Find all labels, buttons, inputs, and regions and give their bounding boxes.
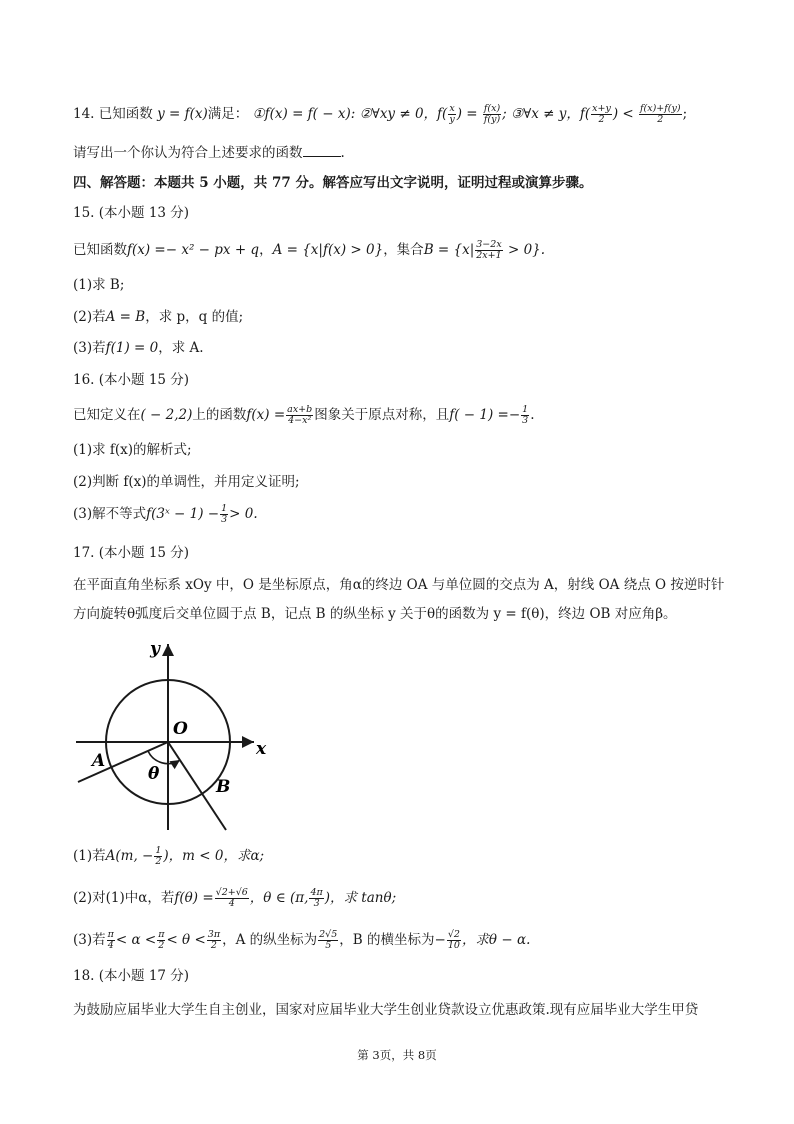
q14-number: 14. 已知函数 <box>73 106 153 122</box>
q16-heading: 16. (本小题 15 分) <box>73 372 190 388</box>
frac-num: x+y <box>592 103 611 114</box>
q15-stmt-a: 已知函数 <box>73 242 127 258</box>
frac-den: 10 <box>447 940 460 951</box>
q17-p3-a: (3)若 <box>73 932 106 948</box>
frac-den: y <box>449 114 455 125</box>
q15-part1: (1)求 B; <box>73 277 125 293</box>
frac-den: 2 <box>657 114 664 125</box>
page-footer: 第 3页，共 8页 <box>357 1048 437 1062</box>
q15-stmt-end: > 0}. <box>507 242 546 258</box>
q17-p3-b: ，A 的纵坐标为 <box>222 932 318 948</box>
frac-den: 3 <box>221 514 228 525</box>
q16-f: f(x) = <box>246 407 286 423</box>
frac-den: 3 <box>313 898 320 909</box>
frac-den: 2 <box>155 856 162 867</box>
q14-prompt: 请写出一个你认为符合上述要求的函数 <box>73 145 303 161</box>
q17-p1-frac <box>154 846 162 867</box>
q15-set-b: B = {x| <box>423 242 475 258</box>
q17-p2-a: (2)对(1)中α，若 <box>73 890 175 906</box>
q17-part1 <box>73 846 264 867</box>
q15-frac <box>475 240 502 261</box>
q14-line1 <box>73 104 687 125</box>
q17-point-a: A(m, − <box>105 848 154 864</box>
frac-den: 2x+1 <box>476 250 502 261</box>
q14-c3-frac <box>591 104 612 125</box>
q15-fx: f(x) =− x² − px + q <box>127 242 260 258</box>
frac-den: 4−x² <box>288 415 312 426</box>
q16-part3 <box>73 504 258 525</box>
frac-num: √2 <box>447 929 460 940</box>
q16-stmt-b: 上的函数 <box>192 407 247 423</box>
q16-part1: (1)求 f(x)的解析式; <box>73 442 192 458</box>
frac-num: 3−2x <box>476 239 502 250</box>
q16-part2: (2)判断 f(x)的单调性，并用定义证明; <box>73 474 300 490</box>
q14-c2-eq: ) = <box>456 106 478 122</box>
frac-num: f(x)+f(y) <box>640 103 681 114</box>
frac-num: 1 <box>155 845 162 856</box>
q16-ineq: f(3ˣ − 1) − <box>146 506 220 522</box>
q17-p2-b: ，θ ∈ (π, <box>249 890 309 906</box>
q15-part3 <box>73 338 204 358</box>
q17-p3-frac2 <box>157 930 165 951</box>
q15-p3-eq: f(1) = 0 <box>105 340 159 356</box>
q15-p3-a: (3)若 <box>73 340 106 356</box>
q15-part2 <box>73 307 243 327</box>
q15-p2-b: ，求 p，q 的值; <box>145 309 244 325</box>
frac-num: 2√5 <box>319 929 338 940</box>
q17-p2-frac2 <box>309 888 323 909</box>
label-a: A <box>92 751 106 771</box>
label-theta: θ <box>148 764 160 784</box>
frac-den: 2 <box>598 114 605 125</box>
frac-den: 2 <box>158 940 165 951</box>
q17-p1-b: )，m < 0，求α; <box>163 848 265 864</box>
q14-c2-frac <box>448 104 455 125</box>
q14-c3-lt: ) < <box>612 106 634 122</box>
q14-prompt-end: . <box>340 145 345 161</box>
answer-blank <box>303 144 341 157</box>
q14-line2 <box>73 143 345 163</box>
frac-den: 2 <box>210 940 217 951</box>
frac-num: 1 <box>221 503 228 514</box>
q17-p3-lt1: < α < <box>115 932 157 948</box>
label-y: y <box>150 639 160 659</box>
q17-part2 <box>73 888 396 909</box>
q15-p2-eq: A = B <box>105 309 146 325</box>
q17-heading: 17. (本小题 15 分) <box>73 545 190 561</box>
q15-stmt-b: ， <box>259 242 273 258</box>
q17-p2-frac <box>215 888 249 909</box>
q16-stmt-a: 已知定义在 <box>73 407 141 423</box>
frac-den: 4 <box>107 940 114 951</box>
q15-p2-a: (2)若 <box>73 309 106 325</box>
q16-frac <box>286 405 313 426</box>
frac-num: 1 <box>522 404 529 415</box>
frac-den: 3 <box>522 415 529 426</box>
q14-satisfy: 满足： <box>207 106 249 122</box>
q17-p3-lt2: < θ < <box>166 932 206 948</box>
frac-num: π <box>158 929 165 940</box>
q14-c2-rhs <box>483 104 501 125</box>
q15-statement <box>73 240 545 261</box>
q14-function: y = f(x) <box>157 106 208 122</box>
q14-condition-3: ; ③∀x ≠ y， <box>502 106 580 122</box>
q15-stmt-c: ，集合 <box>383 242 424 258</box>
frac-den: 5 <box>325 940 332 951</box>
frac-num: x <box>449 103 455 114</box>
q14-end: ; <box>682 106 688 122</box>
q16-cond-frac <box>521 405 529 426</box>
q17-p3-c: ，B 的横坐标为− <box>339 932 446 948</box>
q16-stmt-end: . <box>530 407 535 423</box>
q14-condition-2: ②∀xy ≠ 0， <box>359 106 438 122</box>
q17-p1-a: (1)若 <box>73 848 106 864</box>
q14-c2-f: f( <box>437 106 448 122</box>
q15-heading: 15. (本小题 13 分) <box>73 205 190 221</box>
q17-p3-frac3 <box>207 930 221 951</box>
q17-statement-line1: 在平面直角坐标系 xOy 中，O 是坐标原点，角α的终边 OA 与单位圆的交点为 A，射线 OA 绕点 O 按逆时针 <box>73 577 725 593</box>
unit-circle-figure <box>70 634 280 834</box>
q17-p2-c: )，求 tanθ; <box>324 890 397 906</box>
q17-p3-d: ，求θ − α. <box>461 932 531 948</box>
q16-stmt-c: 图象关于原点对称，且 <box>314 407 450 423</box>
q18-heading: 18. (本小题 17 分) <box>73 968 190 984</box>
q18-statement-line1: 为鼓励应届毕业大学生自主创业，国家对应届毕业大学生创业贷款设立优惠政策.现有应届毕业大学生甲贷 <box>73 1002 699 1018</box>
section-heading: 四、解答题：本题共 5 小题，共 77 分。解答应写出文字说明，证明过程或演算步骤。 <box>73 175 593 191</box>
q17-p3-frac4 <box>318 930 338 951</box>
label-b: B <box>216 777 231 797</box>
q14-c3-f: f( <box>579 106 591 122</box>
q16-p3-a: (3)解不等式 <box>73 506 147 522</box>
q16-p3-frac <box>220 504 228 525</box>
frac-den: 4 <box>228 898 235 909</box>
q17-statement-line2: 方向旋转θ弧度后交单位圆于点 B，记点 B 的纵坐标 y 关于θ的函数为 y = f(θ)，终边 OB 对应角β。 <box>73 606 677 622</box>
frac-num: 4π <box>310 887 323 898</box>
q14-condition-1: ①f(x) = f( − x): <box>252 106 356 122</box>
q15-p3-b: ，求 A. <box>158 340 204 356</box>
q15-set-a: A = {x|f(x) > 0} <box>272 242 384 258</box>
q16-p3-end: > 0. <box>229 506 258 522</box>
q16-domain: ( − 2,2) <box>140 407 193 423</box>
q17-part3 <box>73 930 530 951</box>
q16-statement <box>73 405 535 426</box>
frac-num: ax+b <box>287 404 313 415</box>
frac-num: √2+√6 <box>215 887 248 898</box>
frac-num: f(x) <box>483 103 501 114</box>
q16-cond: f( − 1) =− <box>449 407 521 423</box>
q14-c3-rhs <box>639 104 682 125</box>
frac-num: 3π <box>207 929 221 940</box>
q17-p3-frac1 <box>107 930 115 951</box>
frac-den: f(y) <box>483 114 501 125</box>
q17-p3-frac5 <box>447 930 461 951</box>
q17-p2-f: f(θ) = <box>174 890 214 906</box>
label-x: x <box>256 739 267 759</box>
label-origin: O <box>173 719 188 739</box>
frac-num: π <box>107 929 114 940</box>
